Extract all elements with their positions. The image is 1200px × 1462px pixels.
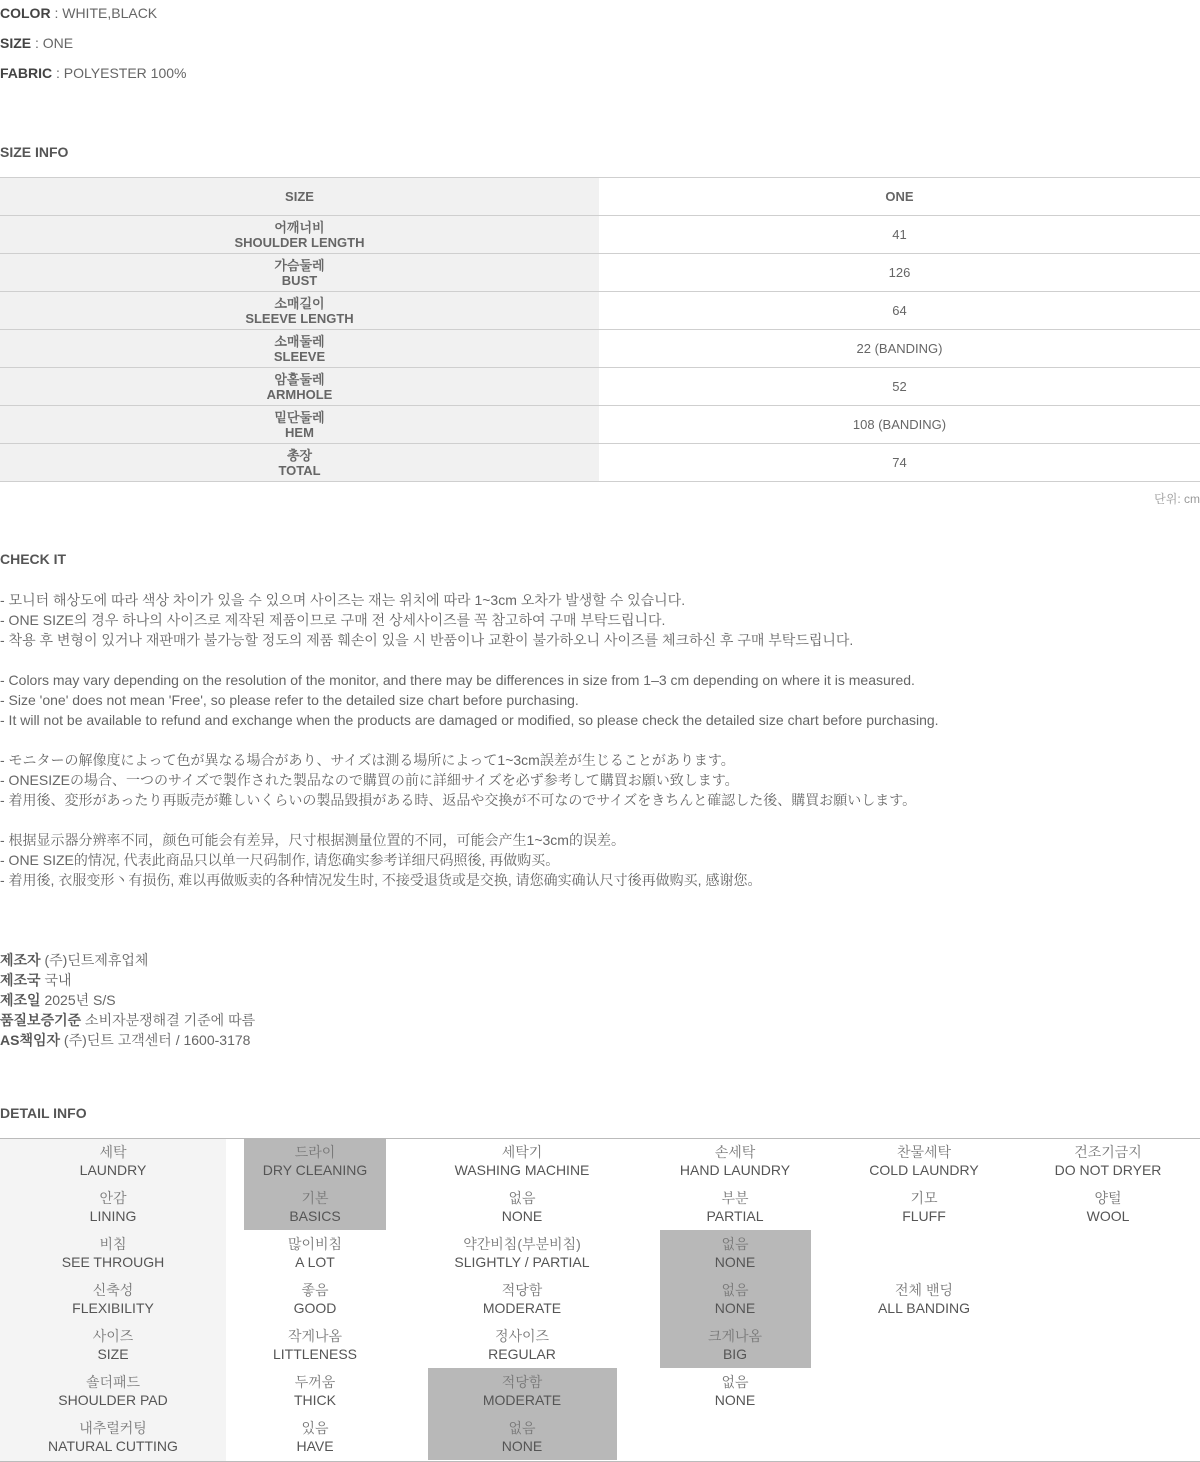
unit-note: 단위: cm: [1154, 492, 1200, 506]
detail-ko: 있음: [301, 1420, 329, 1436]
detail-option: [205, 1281, 425, 1317]
measure-en: BUST: [281, 272, 318, 288]
detail-en: BASICS: [289, 1208, 341, 1224]
detail-ko: 내추럴커팅: [79, 1420, 147, 1436]
detail-ko: 전체 밴딩: [895, 1282, 953, 1298]
detail-en: HAVE: [296, 1438, 334, 1454]
measure-value: 126: [599, 254, 1200, 292]
detail-en: COLD LAUNDRY: [869, 1162, 979, 1178]
measure-ko: 밑단둘레: [274, 409, 325, 425]
detail-option: [205, 1327, 425, 1363]
detail-ko: 숄더패드: [85, 1374, 141, 1390]
measure-label: [0, 444, 599, 482]
detail-option: [205, 1373, 425, 1409]
detail-option: [625, 1235, 845, 1271]
detail-ko: 적당함: [501, 1282, 543, 1298]
detail-en: BIG: [722, 1346, 748, 1362]
spec-color-value: WHITE,BLACK: [62, 5, 158, 21]
detail-ko: 약간비침(부분비침): [463, 1236, 581, 1252]
detail-ko: 사이즈: [92, 1328, 134, 1344]
spec-size-value: ONE: [42, 35, 74, 51]
detail-option: [412, 1419, 632, 1455]
table-row: [0, 292, 1200, 330]
detail-option: [205, 1189, 425, 1225]
measure-en: HEM: [285, 424, 314, 440]
spec-fabric: FABRIC : POLYESTER 100%: [0, 65, 187, 81]
detail-en: DO NOT DRYER: [1054, 1162, 1162, 1178]
spec-size-label: SIZE: [0, 35, 32, 51]
detail-ko: 없음: [721, 1282, 749, 1298]
detail-en: A LOT: [295, 1254, 335, 1270]
maker-line: [0, 1010, 255, 1030]
table-row: [0, 330, 1200, 368]
measure-label: [0, 330, 599, 368]
measure-label: [0, 254, 599, 292]
detail-ko: 손세탁: [714, 1144, 756, 1160]
measure-en: SLEEVE LENGTH: [245, 310, 354, 326]
spec-fabric-value: POLYESTER 100%: [63, 65, 187, 81]
table-row: [0, 254, 1200, 292]
notes-chinese: [0, 830, 939, 890]
detail-option: [412, 1373, 632, 1409]
detail-ko: 정사이즈: [494, 1328, 550, 1344]
detail-en: MODERATE: [482, 1392, 562, 1408]
note-line: - 着用後、変形があったり再販売が難しいくらいの製品毀損がある時、返品や交換が不可なのでサイズをきちんと確認した後、購買お願いします。: [0, 792, 917, 808]
detail-option: [412, 1189, 632, 1225]
maker-label: 제조일: [0, 992, 41, 1008]
detail-ko: 기모: [910, 1190, 938, 1206]
size-table-header: [0, 178, 1200, 216]
detail-en: WASHING MACHINE: [454, 1162, 590, 1178]
detail-option: [412, 1143, 632, 1179]
size-header-label: SIZE: [0, 178, 599, 216]
detail-en: REGULAR: [488, 1346, 556, 1362]
detail-option: [205, 1419, 425, 1455]
table-row: [0, 444, 1200, 482]
detail-en: NONE: [501, 1208, 543, 1224]
detail-en: LAUNDRY: [79, 1162, 147, 1178]
measure-value: 41: [599, 216, 1200, 254]
detail-option: [625, 1143, 845, 1179]
detail-en: SHOULDER PAD: [58, 1392, 168, 1408]
maker-value: 2025년 S/S: [44, 992, 116, 1008]
size-info-title: SIZE INFO: [0, 144, 69, 160]
detail-ko: 적당함: [501, 1374, 543, 1390]
detail-en: NONE: [714, 1254, 756, 1270]
measure-ko: 어깨너비: [274, 219, 325, 235]
note-line: - 모니터 해상도에 따라 색상 차이가 있을 수 있으며 사이즈는 재는 위치에 따라 1~3cm 오차가 발생할 수 있습니다.: [0, 592, 686, 608]
detail-ko: 좋음: [301, 1282, 329, 1298]
notes-english: [0, 670, 939, 730]
maker-label: 제조국: [0, 972, 41, 988]
detail-ko: 작게나옴: [287, 1328, 343, 1344]
measure-label: [0, 406, 599, 444]
detail-ko: 드라이: [294, 1144, 336, 1160]
detail-ko: 비침: [99, 1236, 127, 1252]
detail-category: [3, 1235, 223, 1271]
detail-option: [412, 1235, 632, 1271]
note-line: - 착용 후 변형이 있거나 재판매가 불가능할 정도의 제품 훼손이 있을 시 반품이나 교환이 불가하오니 사이즈를 체크하신 후 구매 부탁드립니다.: [0, 632, 854, 648]
measure-label: [0, 368, 599, 406]
detail-category: [3, 1189, 223, 1225]
detail-en: NONE: [714, 1300, 756, 1316]
maker-label: 품질보증기준: [0, 1012, 82, 1028]
maker-line: [0, 1030, 255, 1050]
detail-en: FLEXIBILITY: [72, 1300, 154, 1316]
detail-en: ALL BANDING: [877, 1300, 971, 1316]
table-row: [0, 368, 1200, 406]
detail-option: [412, 1281, 632, 1317]
detail-ko: 크게나옴: [707, 1328, 763, 1344]
detail-en: DRY CLEANING: [262, 1162, 368, 1178]
measure-ko: 소매길이: [274, 295, 325, 311]
detail-ko: 없음: [508, 1190, 536, 1206]
maker-label: AS책임자: [0, 1032, 61, 1048]
measure-en: SLEEVE: [273, 348, 326, 364]
measure-en: TOTAL: [278, 462, 321, 478]
detail-ko: 없음: [721, 1374, 749, 1390]
measure-value: 22 (BANDING): [599, 330, 1200, 368]
detail-category: [3, 1373, 223, 1409]
note-line: - Size 'one' does not mean 'Free', so please refer to the detailed size chart before purchasing.: [0, 692, 579, 708]
maker-value: 소비자분쟁해결 기준에 따름: [85, 1012, 256, 1028]
measure-en: ARMHOLE: [266, 386, 333, 402]
maker-info: [0, 950, 255, 1050]
detail-ko: 세탁: [99, 1144, 127, 1160]
detail-ko: 찬물세탁: [896, 1144, 952, 1160]
detail-info-title: DETAIL INFO: [0, 1105, 87, 1121]
maker-value: (주)딘트 고객센터 / 1600-3178: [63, 1032, 251, 1048]
maker-line: [0, 950, 255, 970]
measure-value: 64: [599, 292, 1200, 330]
detail-ko: 없음: [508, 1420, 536, 1436]
detail-en: NONE: [714, 1392, 756, 1408]
spec-color-label: COLOR: [0, 5, 51, 21]
detail-ko: 부분: [721, 1190, 749, 1206]
detail-en: MODERATE: [482, 1300, 562, 1316]
spec-color: COLOR : WHITE,BLACK: [0, 5, 158, 21]
detail-option: [625, 1281, 845, 1317]
table-row: [0, 216, 1200, 254]
detail-ko: 두꺼움: [294, 1374, 336, 1390]
detail-ko: 많이비침: [287, 1236, 343, 1252]
detail-option: [205, 1235, 425, 1271]
detail-ko: 양털: [1094, 1190, 1122, 1206]
detail-en: WOOL: [1086, 1208, 1130, 1224]
detail-option: [998, 1189, 1200, 1225]
note-line: - 着用後, 衣服变形丶有损伤, 难以再做贩卖的各种情况发生时, 不接受退货或是交换, 请您确实确认尺寸後再做购买, 感谢您。: [0, 872, 762, 888]
note-line: - モニターの解像度によって色が異なる場合があり、サイズは測る場所によって1~3cm誤差が生じることがあります。: [0, 752, 735, 768]
measure-ko: 총장: [286, 447, 313, 463]
detail-ko: 신축성: [92, 1282, 134, 1298]
detail-en: LITTLENESS: [272, 1346, 358, 1362]
measure-value: 74: [599, 444, 1200, 482]
detail-category: [3, 1281, 223, 1317]
note-line: - Colors may vary depending on the resolution of the monitor, and there may be differences in size from 1–3 cm depending on where it is measured.: [0, 672, 915, 688]
detail-category: [3, 1327, 223, 1363]
detail-ko: 건조기금지: [1074, 1144, 1142, 1160]
size-table: [0, 177, 1200, 482]
detail-en: SLIGHTLY / PARTIAL: [454, 1254, 590, 1270]
note-line: - ONE SIZE의 경우 하나의 사이즈로 제작된 제품이므로 구매 전 상세사이즈를 꼭 참고하여 구매 부탁드립니다.: [0, 612, 666, 628]
detail-option: [625, 1373, 845, 1409]
detail-en: GOOD: [293, 1300, 337, 1316]
check-it-title: CHECK IT: [0, 551, 67, 567]
detail-category: [3, 1419, 223, 1455]
measure-ko: 가슴둘레: [274, 257, 325, 273]
detail-ko: 안감: [99, 1190, 127, 1206]
notes-japanese: [0, 750, 939, 810]
spec-size: SIZE : ONE: [0, 35, 74, 51]
note-line: - ONESIZEの場合、一つのサイズで製作された製品なので購買の前に詳細サイズを必ず参考して購買お願い致します。: [0, 772, 739, 788]
measure-en: SHOULDER LENGTH: [234, 234, 365, 250]
measure-ko: 소매둘레: [274, 333, 325, 349]
check-it-notes: [0, 590, 939, 910]
maker-line: [0, 970, 255, 990]
detail-option: [998, 1143, 1200, 1179]
detail-category: [3, 1143, 223, 1179]
detail-option: [625, 1189, 845, 1225]
spec-fabric-label: FABRIC: [0, 65, 53, 81]
detail-option: [625, 1327, 845, 1363]
maker-value: (주)딘트제휴업체: [44, 952, 149, 968]
table-row: [0, 406, 1200, 444]
detail-en: FLUFF: [902, 1208, 946, 1224]
detail-en: HAND LAUNDRY: [679, 1162, 791, 1178]
measure-label: [0, 216, 599, 254]
maker-value: 국내: [44, 972, 72, 988]
detail-ko: 기본: [301, 1190, 329, 1206]
notes-korean: [0, 590, 939, 650]
note-line: - It will not be available to refund and exchange when the products are damaged or modified, so please check the detailed size chart before purchasing.: [0, 712, 939, 728]
measure-value: 52: [599, 368, 1200, 406]
detail-en: SEE THROUGH: [61, 1254, 165, 1270]
detail-option: [412, 1327, 632, 1363]
measure-ko: 암홀둘레: [274, 371, 325, 387]
maker-label: 제조자: [0, 952, 41, 968]
detail-option: [205, 1143, 425, 1179]
detail-option: [814, 1281, 1034, 1317]
measure-value: 108 (BANDING): [599, 406, 1200, 444]
note-line: - 根据显示器分辨率不同，颜色可能会有差异，尺寸根据测量位置的不同，可能会产生1~3cm的误差。: [0, 832, 625, 848]
detail-en: PARTIAL: [706, 1208, 764, 1224]
detail-en: LINING: [89, 1208, 137, 1224]
detail-en: THICK: [294, 1392, 336, 1408]
maker-line: [0, 990, 255, 1010]
size-header-value: ONE: [599, 178, 1200, 216]
detail-ko: 없음: [721, 1236, 749, 1252]
detail-en: NATURAL CUTTING: [48, 1438, 178, 1454]
detail-en: NONE: [501, 1438, 543, 1454]
measure-label: [0, 292, 599, 330]
detail-en: SIZE: [97, 1346, 129, 1362]
detail-ko: 세탁기: [501, 1144, 543, 1160]
note-line: - ONE SIZE的情况, 代表此商品只以单一尺码制作, 请您确实参考详细尺码照後, 再做购买。: [0, 852, 560, 868]
